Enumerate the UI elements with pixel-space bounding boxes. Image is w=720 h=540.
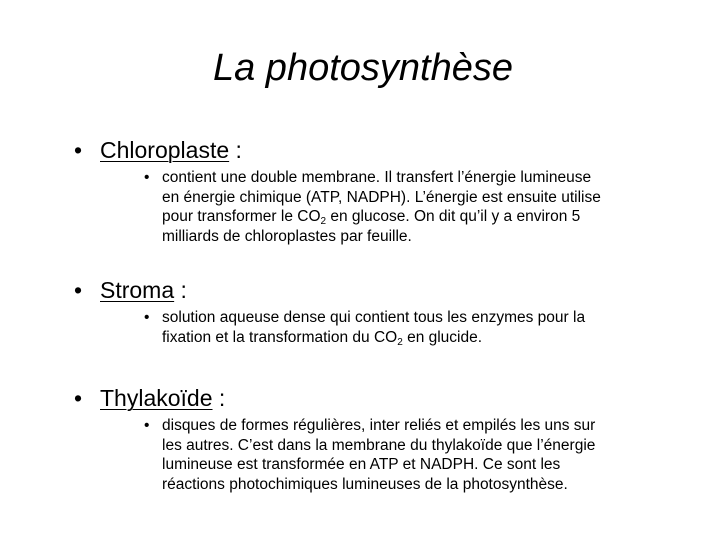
- description-chloroplaste: [144, 168, 702, 246]
- description-line: lumineuse est transformée en ATP et NADPH. Ce sont les: [162, 456, 561, 474]
- bullet-item-thylakoide: [74, 384, 694, 412]
- sub-bullet-icon: •: [144, 417, 150, 434]
- section-thylakoide: [74, 384, 694, 494]
- description-stroma: [144, 308, 702, 348]
- bullet-item-stroma: [74, 276, 694, 304]
- bullet-item-chloroplaste: [74, 136, 694, 164]
- description-line: pour transformer le $CO_2$ en glucose. On dit qu’il y a environ 5: [162, 208, 581, 228]
- term-colon: :: [229, 137, 242, 163]
- description-line: solution aqueuse dense qui contient tous les enzymes pour la: [162, 309, 586, 326]
- description-line: réactions photochimiques lumineuses de la photosynthèse.: [162, 475, 568, 493]
- term-chloroplaste: Chloroplaste: [100, 137, 230, 163]
- description-thylakoide: [144, 416, 702, 494]
- subscript: 2: [397, 336, 403, 348]
- term-colon: :: [174, 277, 187, 303]
- bullet-icon: •: [74, 277, 83, 303]
- sub-bullet-icon: •: [144, 169, 150, 186]
- term-stroma: Stroma: [100, 277, 175, 303]
- description-line: les autres. C’est dans la membrane du thylakoïde que l’énergie: [162, 436, 596, 454]
- term-colon: :: [212, 385, 226, 411]
- section-stroma: [74, 276, 694, 347]
- bullet-icon: •: [74, 137, 83, 163]
- term-thylakoide: Thylakoïde: [100, 385, 213, 411]
- description-line: disques de formes régulières, inter reliés et empilés les uns sur: [162, 417, 596, 434]
- slide-title: La photosynthèse: [212, 47, 513, 89]
- subscript: 2: [320, 216, 327, 228]
- description-line: milliards de chloroplastes par feuille.: [162, 227, 412, 245]
- section-chloroplaste: [74, 136, 694, 246]
- description-line: fixation et la transformation du $CO_2$ en glucide.: [162, 328, 483, 348]
- sub-bullet-icon: •: [144, 309, 150, 326]
- description-line: contient une double membrane. Il transfert l’énergie lumineuse: [162, 169, 592, 186]
- bullet-icon: •: [74, 385, 83, 411]
- description-line: en énergie chimique (ATP, NADPH). L’énergie est ensuite utilise: [162, 188, 601, 206]
